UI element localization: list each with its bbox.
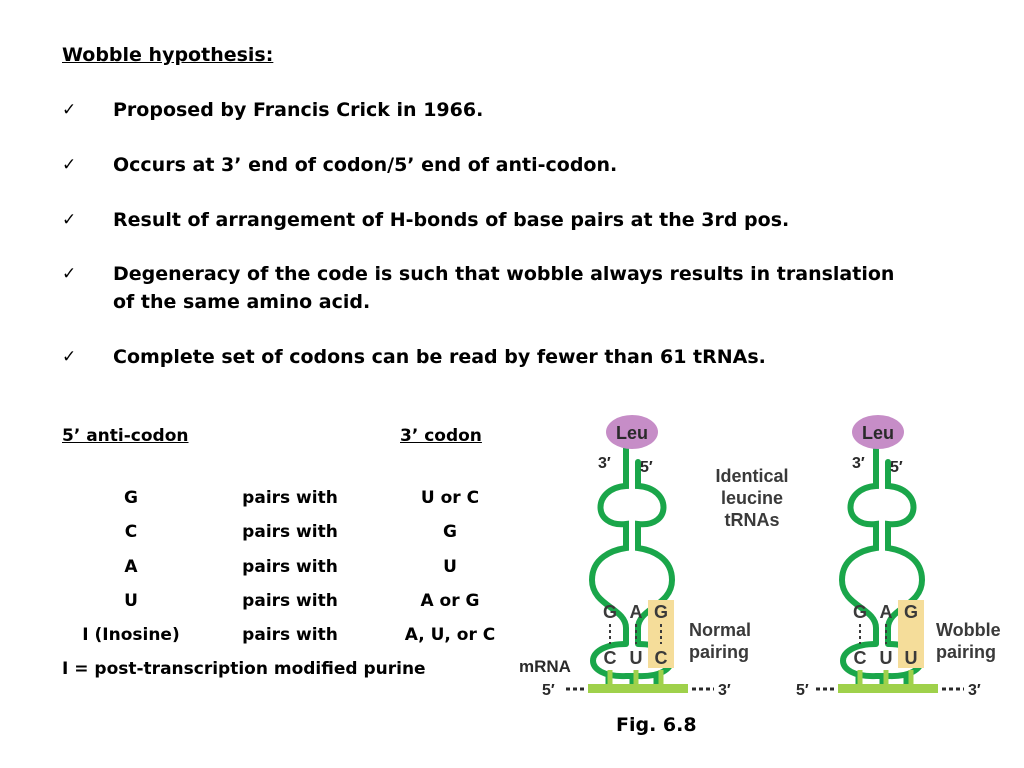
mrna-strand [838,684,938,693]
trna-right [796,415,1001,699]
codon-base: C [654,648,668,668]
identical-label: tRNAs [724,510,780,530]
three-prime-label: 3′ [598,455,611,472]
three-prime-label: 3′ [852,455,865,472]
bullet-text: Degeneracy of the code is such that wobble always results in translation of the same amino acid. [113,263,895,313]
codon-base: U [629,648,643,668]
check-icon: ✓ [62,347,77,367]
bullet-text: Occurs at 3’ end of codon/5’ end of anti-codon. [113,154,618,176]
table-cell-codon: U or C [420,488,480,508]
codon-base: U [879,648,893,668]
bullet-text: Complete set of codons can be read by fewer than 61 tRNAs. [113,346,766,368]
codon-base: U [904,648,918,668]
table-cell-relation: pairs with [242,557,338,577]
three-prime-label: 3′ [718,682,731,699]
mrna-strand [588,684,688,693]
anticodon-base: G [903,602,919,622]
check-icon: ✓ [62,210,77,230]
table-cell-relation: pairs with [242,522,338,542]
table-cell-anticodon: A [124,557,138,577]
anticodon-base: A [879,602,893,622]
figure-caption: Fig. 6.8 [616,714,697,736]
table-cell-relation: pairs with [242,625,338,645]
leu-label: Leu [861,423,895,443]
table-header-anticodon: 5’ anti-codon [62,426,189,446]
five-prime-label: 5′ [542,682,555,699]
table-header-codon: 3’ codon [400,426,482,446]
anticodon-base: A [629,602,643,622]
table-cell-anticodon: I (Inosine) [82,625,180,645]
pairing-label: Wobble [936,620,1001,640]
leu-label: Leu [615,423,649,443]
codon-base: C [603,648,617,668]
pairing-label: pairing [936,642,997,662]
table-cell-codon: A or G [420,591,480,611]
page-title: Wobble hypothesis: [62,44,274,66]
bullet-text: Result of arrangement of H-bonds of base pairs at the 3rd pos. [113,209,790,231]
trna-left [519,415,751,699]
check-icon: ✓ [62,100,77,120]
table-cell-codon: G [443,522,457,542]
three-prime-label: 3′ [968,682,981,699]
check-icon: ✓ [62,264,77,284]
bullet-text: Proposed by Francis Crick in 1966. [113,99,484,121]
table-cell-anticodon: C [124,522,138,542]
anticodon-base: G [602,602,618,622]
identical-label: leucine [720,488,784,508]
table-cell-codon: U [443,557,457,577]
codon-base: C [853,648,867,668]
table-cell-anticodon: U [124,591,138,611]
table-cell-relation: pairs with [242,488,338,508]
five-prime-label: 5′ [796,682,809,699]
five-prime-label: 5′ [890,459,903,476]
pairing-label: Normal [689,620,752,640]
identical-label: Identical [715,466,789,486]
anticodon-base: G [653,602,669,622]
table-cell-codon: A, U, or C [404,625,496,645]
footnote: I = post-transcription modified purine [62,659,426,679]
anticodon-base: G [852,602,868,622]
table-cell-anticodon: G [124,488,138,508]
check-icon: ✓ [62,155,77,175]
five-prime-label: 5′ [640,459,653,476]
mrna-label: mRNA [519,657,571,676]
table-cell-relation: pairs with [242,591,338,611]
pairing-label: pairing [689,642,750,662]
